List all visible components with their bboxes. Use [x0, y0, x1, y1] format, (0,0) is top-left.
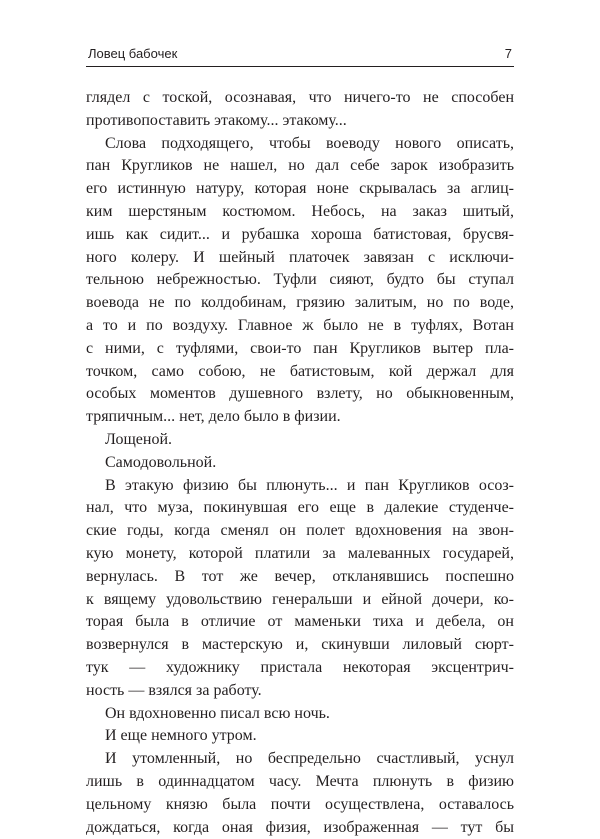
- text-line: ность — взялся за работу.: [86, 680, 514, 703]
- text-line: Самодовольной.: [86, 452, 514, 475]
- text-line: ного колеру. И шейный платочек завязан с исключи-: [86, 247, 514, 270]
- page-number: 7: [505, 46, 512, 61]
- text-line: с ними, с туфлями, свои-то пан Кругликов вытер пла-: [86, 338, 514, 361]
- text-line: лишь в одиннадцатом часу. Мечта плюнуть в физию: [86, 771, 514, 794]
- text-line: торая была в отличие от маменьки тиха и дебела, он: [86, 611, 514, 634]
- text-line: возвернулся в мастерскую и, скинувши лиловый сюрт-: [86, 634, 514, 657]
- text-line: кую монету, которой платили за малеванных государей,: [86, 543, 514, 566]
- text-line: воевода не по колдобинам, грязию залитым, но по воде,: [86, 292, 514, 315]
- text-line: И еще немного утром.: [86, 725, 514, 748]
- text-line: Слова подходящего, чтобы воеводу нового описать,: [86, 133, 514, 156]
- text-line: противопоставить этакому... этакому...: [86, 110, 514, 133]
- text-line: а то и по воздуху. Главное ж было не в туфлях, Вотан: [86, 315, 514, 338]
- text-line: к вящему удовольствию генеральши и ейной дочери, ко-: [86, 589, 514, 612]
- text-line: дождаться, когда оная физия, изображенная — тут бы: [86, 817, 514, 839]
- text-line: тряпичным... нет, дело было в физии.: [86, 406, 514, 429]
- text-line: Лощеной.: [86, 429, 514, 452]
- text-line: Он вдохновенно писал всю ночь.: [86, 703, 514, 726]
- text-line: точком, само собою, не батистовым, кой держал для: [86, 361, 514, 384]
- text-line: В этакую физию бы плюнуть... и пан Кругликов осоз-: [86, 475, 514, 498]
- text-line: ские годы, когда сменял он полет вдохновения на звон-: [86, 520, 514, 543]
- text-line: И утомленный, но беспредельно счастливый, уснул: [86, 748, 514, 771]
- text-line: цельному князю была почти осуществлена, оставалось: [86, 794, 514, 817]
- text-line: особых моментов душевного взлету, но обыкновенным,: [86, 383, 514, 406]
- running-header: [86, 42, 514, 67]
- text-line: его истинную натуру, которая ноне скрывалась за аглиц-: [86, 178, 514, 201]
- text-line: глядел с тоской, осознавая, что ничего-то не способен: [86, 87, 514, 110]
- body-text: [86, 87, 514, 839]
- running-title: Ловец бабочек: [88, 46, 177, 61]
- text-line: нал, что муза, покинувшая его еще в далекие студенче-: [86, 497, 514, 520]
- text-line: ким шерстяным костюмом. Небось, на заказ шитый,: [86, 201, 514, 224]
- text-line: ишь как сидит... и рубашка хороша батистовая, брусвя-: [86, 224, 514, 247]
- text-line: вернулась. В тот же вечер, откланявшись поспешно: [86, 566, 514, 589]
- text-line: тук — художнику пристала некоторая эксцентрич-: [86, 657, 514, 680]
- text-line: пан Кругликов не нашел, но дал себе зарок изобразить: [86, 155, 514, 178]
- text-line: тельною небрежностью. Туфли сияют, будто бы ступал: [86, 269, 514, 292]
